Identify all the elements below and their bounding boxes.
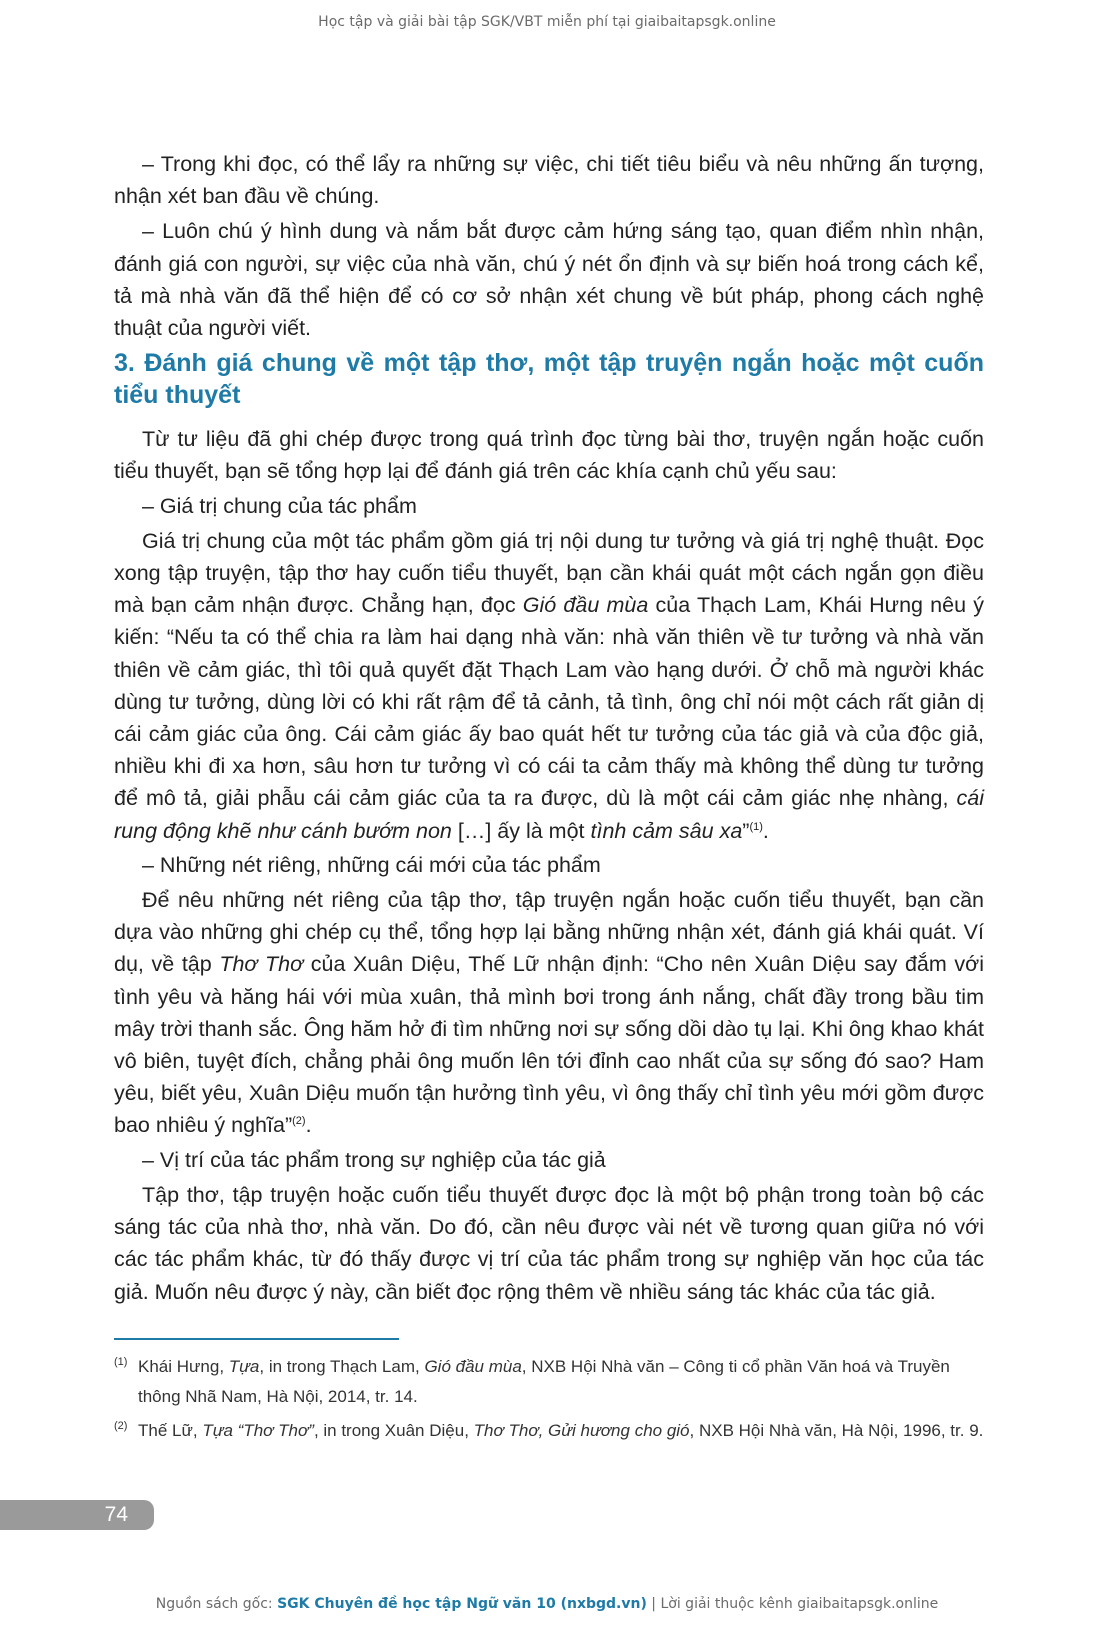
paragraph-6: Tập thơ, tập truyện hoặc cuốn tiểu thuyết được đọc là một bộ phận trong toàn bộ các sáng tác của nhà thơ, nhà văn. Do đó, cần nêu được vài nét về tương quan giữa nó với các tác phẩm khác, từ đó thấy được vị trí của tác phẩm trong sự nghiệp văn học của tác giả. Muốn nêu được ý này, cần biết đọc rộng thêm về nhiều sáng tác khác của tác giả. xyxy=(114,1182,984,1304)
section-title: 3. Đánh giá chung về một tập thơ, một tập truyện ngắn hoặc một cuốn tiểu thuyết xyxy=(114,349,984,410)
paragraph-3: Từ tư liệu đã ghi chép được trong quá trình đọc từng bài thơ, truyện ngắn hoặc cuốn tiểu thuyết, bạn sẽ tổng hợp lại để đánh giá trên các khía cạnh chủ yếu sau: xyxy=(114,427,984,484)
page-number-tab xyxy=(0,1500,154,1530)
footnote-2-text-c: , NXB Hội Nhà văn, Hà Nội, 1996, tr. 9. xyxy=(689,1421,984,1440)
subheading-work-position: – Vị trí của tác phẩm trong sự nghiệp của tác giả xyxy=(142,1147,606,1172)
paragraph-4-text-a: Giá trị chung của một tác phẩm gồm giá trị nội dung tư tưởng và giá trị nghệ thuật. Đọc xong tập truyện, tập thơ hay cuốn tiểu thuyết, bạn cần khái quát một cách ngắn gọn điều mà bạn cảm nhận được. Chẳng hạn, đọc xyxy=(114,528,984,618)
subheading-unique-features: – Những nét riêng, những cái mới của tác phẩm xyxy=(142,852,601,877)
paragraph-4-end: . xyxy=(762,818,769,843)
source-prefix: Nguồn sách gốc: xyxy=(155,1596,278,1612)
paragraph-5-text-a: Để nêu những nét riêng của tập thơ, tập truyện ngắn hoặc cuốn tiểu thuyết, bạn cần dựa vào những ghi chép cụ thể, tổng hợp lại bằng những nhận xét, đánh giá khái quát. Ví dụ, về tập xyxy=(114,888,984,977)
paragraph-4-italic-title: Gió đầu mùa xyxy=(522,593,649,618)
paragraph-5-italic-title: Thơ Thơ xyxy=(219,952,304,977)
paragraph-2: – Luôn chú ý hình dung và nắm bắt được cảm hứng sáng tạo, quan điểm nhìn nhận, đánh giá con người, sự việc của nhà văn, chú ý nét ổn định và sự biến hoá trong cách kể, tả mà nhà văn đã thể hiện để có cơ sở nhận xét chung về bút pháp, phong cách nghệ thuật của người viết. xyxy=(114,219,984,341)
paragraph-4-italic-quote: cái rung động khẽ như cánh bướm non xyxy=(114,786,984,843)
bottom-banner xyxy=(0,1596,1094,1612)
footnote-2-text-b: , in trong Xuân Diệu, xyxy=(313,1421,474,1440)
footnote-ref-2: (2) xyxy=(292,1115,306,1128)
page-number: 74 xyxy=(104,1503,128,1526)
footnote-divider xyxy=(114,1338,399,1340)
paragraph-4 xyxy=(114,525,984,847)
paragraph-5-end: . xyxy=(305,1113,312,1138)
source-suffix: | Lời giải thuộc kênh giaibaitapsgk.online xyxy=(646,1596,939,1612)
footnote-1 xyxy=(114,1352,984,1412)
paragraph-5 xyxy=(114,884,984,1142)
footnote-1-italic-b: Gió đầu mùa xyxy=(424,1357,522,1376)
footnote-ref-1: (1) xyxy=(749,820,763,833)
footnotes xyxy=(114,1352,984,1450)
paragraph-4-text-b: của Thạch Lam, Khái Hưng nêu ý kiến: “Nếu ta có thể chia ra làm hai dạng nhà văn: nhà văn thiên về tư tưởng và nhà văn thiên về cảm giác, thì tôi quả quyết đặt Thạch Lam vào hạng dưới. Ở chỗ mà người khác dùng tư tưởng, dùng lời có khi rất rậm để tả cảnh, tả tình, ông chỉ nói một cách rất giản dị cái cảm giác của ông. Cái cảm giác ấy bao quát hết tư tưởng của tác giả và của độc giả, nhiều khi đi xa hơn, sâu hơn tư tưởng vì có cái ta cảm thấy mà không thể dùng tư tưởng để mô tả, giải phẫu cái cảm giác của ta ra được, dù là một cái cảm giác nhẹ nhàng, xyxy=(114,593,984,811)
paragraph-5-text-b: của Xuân Diệu, Thế Lữ nhận định: “Cho nên Xuân Diệu say đắm với tình yêu và hăng hái với mùa xuân, thả mình bơi trong ánh nắng, chất đầy trong bầu tim mây trời thanh sắc. Ông hăm hở đi tìm những nơi sự sống dồi dào tụ lại. Khi ông khao khát vô biên, tuyệt đích, chẳng phải ông muốn lên tới đỉnh cao nhất của sự sống đó sao? Ham yêu, biết yêu, Xuân Diệu muốn tận hưởng tình yêu, vì ông thấy chỉ tình yêu mới gồm được bao nhiêu ý nghĩa” xyxy=(114,952,985,1138)
footnote-1-text-a: Khái Hưng, xyxy=(138,1357,229,1376)
footnote-2-italic-a: Tựa “Thơ Thơ” xyxy=(202,1421,314,1440)
footnote-2-number: (2) xyxy=(114,1420,128,1432)
footnote-1-number: (1) xyxy=(114,1356,128,1368)
top-banner: Học tập và giải bài tập SGK/VBT miễn phí tại giaibaitapsgk.online xyxy=(318,14,776,30)
source-link[interactable]: SGK Chuyên đề học tập Ngữ văn 10 (nxbgd.vn) xyxy=(277,1596,647,1612)
footnote-2-italic-b: Thơ Thơ, Gửi hương cho gió xyxy=(473,1421,690,1440)
footnote-2-text-a: Thế Lữ, xyxy=(138,1421,203,1440)
footnote-1-italic-a: Tựa xyxy=(228,1357,260,1376)
paragraph-4-text-d: ” xyxy=(742,818,750,843)
paragraph-1: – Trong khi đọc, có thể lẩy ra những sự việc, chi tiết tiêu biểu và nêu những ấn tượng, nhận xét ban đầu về chúng. xyxy=(114,152,984,209)
paragraph-4-text-c: […] ấy là một xyxy=(451,818,591,843)
main-content xyxy=(114,148,984,1310)
footnote-2 xyxy=(114,1416,984,1446)
subheading-general-value: – Giá trị chung của tác phẩm xyxy=(142,493,417,518)
footnote-1-text-c: , NXB Hội Nhà văn – Công ti cổ phần Văn hoá và Truyền thông Nhã Nam, Hà Nội, 2014, tr. 14. xyxy=(138,1357,950,1406)
footnote-1-text-b: , in trong Thạch Lam, xyxy=(259,1357,425,1376)
paragraph-4-italic-phrase: tình cảm sâu xa xyxy=(590,818,743,843)
